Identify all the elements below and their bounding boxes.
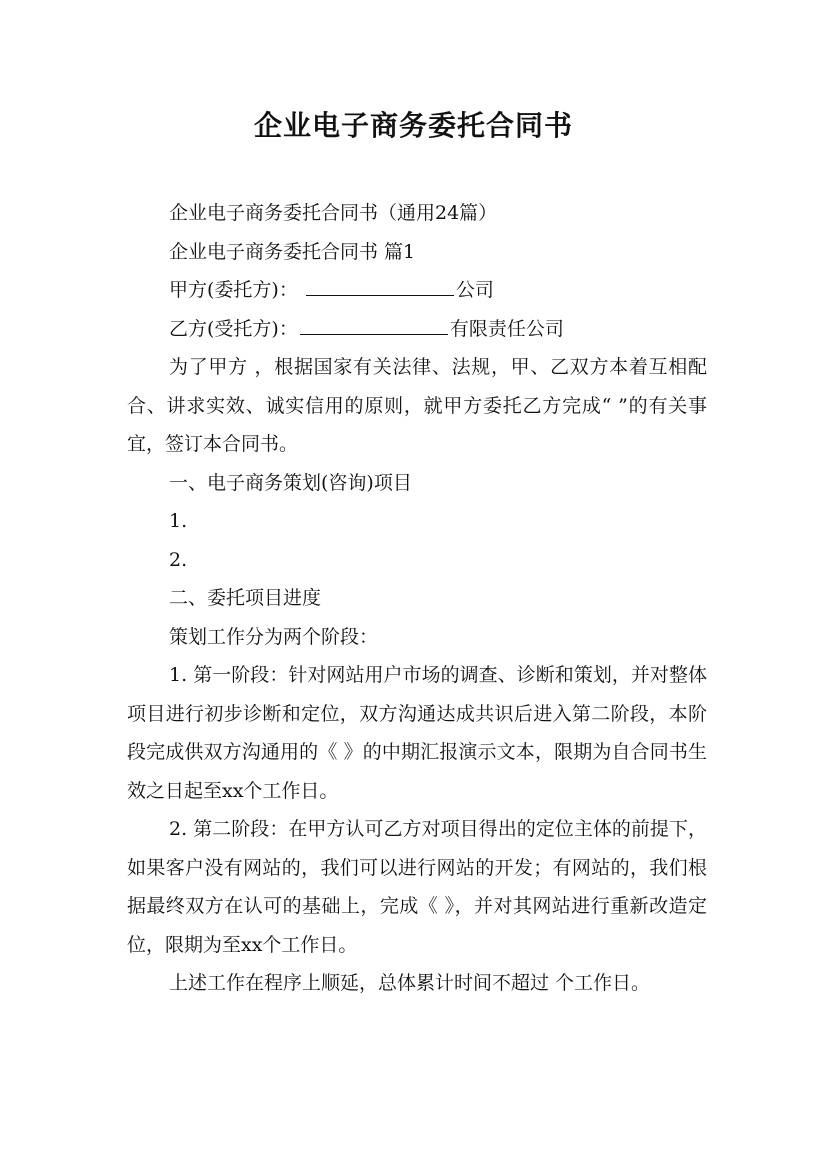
document-title: 企业电子商务委托合同书 (253, 109, 573, 142)
stages-intro: 策划工作分为两个阶段： (169, 625, 379, 648)
party-b-blank (300, 316, 448, 335)
item-two: 2. (169, 548, 188, 571)
party-b-line (127, 310, 707, 349)
timeline-paragraph: 上述工作在程序上顺延，总体累计时间不超过 个工作日。 (169, 972, 651, 994)
section-one-heading: 一、电子商务策划(咨询)项目 (169, 471, 412, 494)
intro-paragraph: 为了甲方 ，根据国家有关法律、法规，甲、乙双方本着互相配合、讲求实效、诚实信用的原则，就甲方委托乙方完成“ ”的有关事宜，签订本合同书。 (127, 356, 707, 455)
party-a-suffix: 公司 (455, 279, 494, 301)
stage-one-paragraph: 1. 第一阶段：针对网站用户市场的调查、诊断和策划，并对整体项目进行初步诊断和定位，双方沟通达成共识后进入第二阶段，本阶段完成供双方沟通用的《 》的中期汇报演示文本，限期为自合同书生效之日起至xx个工作日。 (127, 664, 707, 802)
section-two-heading: 二、委托项目进度 (169, 587, 322, 609)
stage-two-paragraph: 2. 第二阶段：在甲方认可乙方对项目得出的定位主体的前提下，如果客户没有网站的，我们可以进行网站的开发；有网站的，我们根据最终双方在认可的基础上，完成《 》，并对其网站进行重新改造定位，限期为至xx个工作日。 (127, 818, 707, 956)
party-a-label: 甲方(委托方)： (169, 279, 298, 301)
party-a-blank (306, 277, 454, 296)
subtitle-line: 企业电子商务委托合同书（通用24篇） (169, 202, 498, 224)
item-one: 1. (169, 510, 188, 532)
section-heading: 企业电子商务委托合同书 篇1 (169, 240, 416, 263)
document-body (127, 194, 707, 1003)
party-a-line (127, 271, 707, 310)
party-b-suffix: 有限责任公司 (449, 317, 564, 340)
party-b-label: 乙方(受托方)： (169, 317, 298, 340)
